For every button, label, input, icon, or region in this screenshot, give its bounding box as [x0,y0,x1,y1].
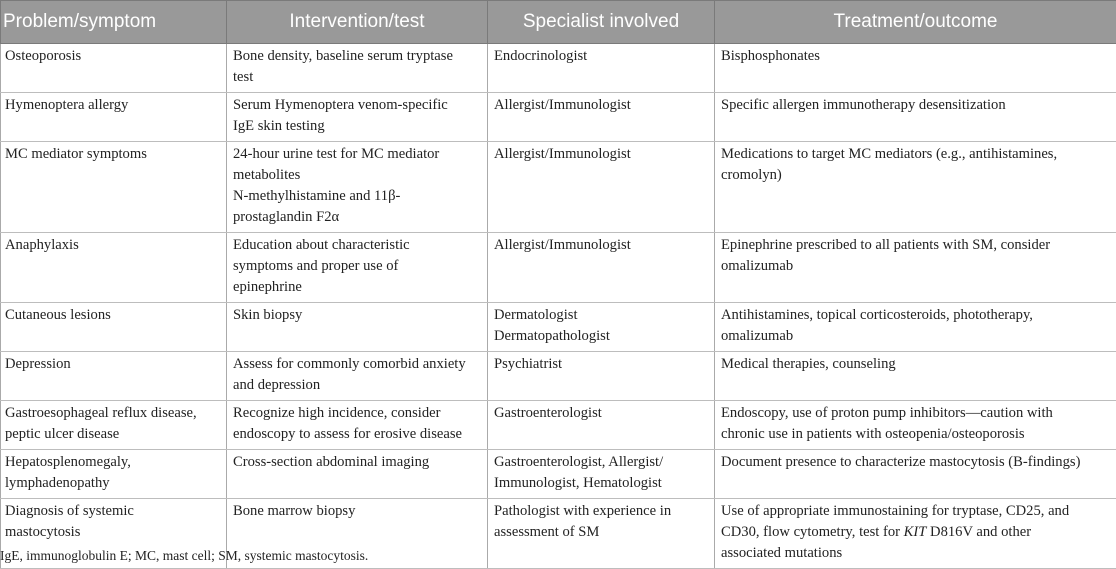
cell-line: Allergist/Immunologist [494,146,631,162]
table-body [1,44,1116,569]
cell-treatment [715,93,1116,142]
cell-intervention [227,352,488,401]
cell-specialist [488,142,715,233]
cell-line: Endoscopy, use of proton pump inhibitors—caution with [721,405,1053,421]
cell-specialist [488,44,715,93]
header-specialist: Specialist involved [488,1,715,44]
cell-line: prostaglandin F2α [233,209,340,225]
cell-line: Dermatopathologist [494,328,610,344]
table-row [1,93,1116,142]
cell-line: IgE skin testing [233,118,325,134]
cell-line: 24-hour urine test for MC mediator [233,146,440,162]
table-row [1,44,1116,93]
cell-intervention [227,450,488,499]
cell-line: Anaphylaxis [5,237,79,253]
cell-line: Assess for commonly comorbid anxiety [233,356,466,372]
cell-specialist [488,352,715,401]
cell-line: Dermatologist [494,307,578,323]
cell-specialist [488,93,715,142]
cell-line: Depression [5,356,71,372]
cell-line: test [233,69,254,85]
header-row [1,1,1116,44]
cell-treatment [715,352,1116,401]
cell-line: Specific allergen immunotherapy desensitization [721,97,1006,113]
cell-line: metabolites [233,167,301,183]
cell-intervention [227,233,488,303]
cell-line: Cross-section abdominal imaging [233,454,430,470]
cell-line: associated mutations [721,545,843,561]
cell-line: endoscopy to assess for erosive disease [233,426,462,442]
table-row [1,352,1116,401]
cell-line: omalizumab [721,328,794,344]
cell-specialist [488,233,715,303]
cell-treatment [715,233,1116,303]
cell-line: Serum Hymenoptera venom-specific [233,97,448,113]
cell-treatment [715,401,1116,450]
cell-problem [1,401,227,450]
cell-line: N-methylhistamine and 11β- [233,188,401,204]
header-intervention: Intervention/test [227,1,488,44]
cell-line: Osteoporosis [5,48,82,64]
cell-line: Allergist/Immunologist [494,97,631,113]
cell-line: assessment of SM [494,524,600,540]
cell-line: peptic ulcer disease [5,426,120,442]
table-row [1,303,1116,352]
table-footnote: IgE, immunoglobulin E; MC, mast cell; SM, systemic mastocytosis. [0,548,369,563]
cell-line: Hymenoptera allergy [5,97,129,113]
cell-line: and depression [233,377,321,393]
cell-treatment [715,44,1116,93]
cell-line: Gastroesophageal reflux disease, [5,405,197,421]
cell-line: Recognize high incidence, consider [233,405,441,421]
cell-treatment [715,450,1116,499]
cell-line: Cutaneous lesions [5,307,111,323]
cell-treatment [715,303,1116,352]
cell-line: lymphadenopathy [5,475,110,491]
table-row [1,233,1116,303]
cell-line: Pathologist with experience in [494,503,672,519]
cell-line: Hepatosplenomegaly, [5,454,131,470]
header-problem: Problem/symptom [1,1,227,44]
cell-line: Bisphosphonates [721,48,820,64]
cell-problem [1,450,227,499]
cell-problem [1,142,227,233]
cell-line: MC mediator symptoms [5,146,147,162]
gene-name: KIT [903,524,927,540]
cell-line: mastocytosis [5,524,81,540]
table-row [1,401,1116,450]
cell-line: omalizumab [721,258,794,274]
cell-line: Medical therapies, counseling [721,356,896,372]
cell-problem [1,44,227,93]
cell-treatment [715,499,1116,569]
table-row [1,450,1116,499]
cell-specialist [488,499,715,569]
table-header [1,1,1116,44]
cell-line: Endocrinologist [494,48,588,64]
cell-specialist [488,401,715,450]
cell-problem [1,233,227,303]
cell-problem [1,93,227,142]
cell-line: Diagnosis of systemic [5,503,134,519]
cell-treatment [715,142,1116,233]
cell-line: Antihistamines, topical corticosteroids, phototherapy, [721,307,1033,323]
cell-line: Epinephrine prescribed to all patients with SM, consider [721,237,1051,253]
table-row [1,142,1116,233]
cell-problem [1,352,227,401]
cell-line: cromolyn) [721,167,782,183]
cell-line: Document presence to characterize mastocytosis (B-findings) [721,454,1081,470]
cell-problem [1,303,227,352]
cell-line: Psychiatrist [494,356,563,372]
cell-specialist [488,303,715,352]
cell-intervention [227,401,488,450]
cell-intervention [227,93,488,142]
header-treatment: Treatment/outcome [715,1,1116,44]
cell-line: CD30, flow cytometry, test for KIT D816V and other [721,524,1032,540]
cell-line: Bone density, baseline serum tryptase [233,48,453,64]
cell-specialist [488,450,715,499]
cell-line: Use of appropriate immunostaining for tryptase, CD25, and [721,503,1070,519]
cell-line: Gastroenterologist [494,405,602,421]
cell-intervention [227,142,488,233]
cell-line: Gastroenterologist, Allergist/ [494,454,664,470]
cell-line: Skin biopsy [233,307,303,323]
cell-line: Allergist/Immunologist [494,237,631,253]
cell-line: Medications to target MC mediators (e.g., antihistamines, [721,146,1058,162]
cell-line: epinephrine [233,279,302,295]
cell-line: Education about characteristic [233,237,410,253]
cell-intervention [227,44,488,93]
cell-line: Immunologist, Hematologist [494,475,662,491]
cell-line: symptoms and proper use of [233,258,399,274]
cell-line: Bone marrow biopsy [233,503,356,519]
cell-intervention [227,303,488,352]
cell-line: chronic use in patients with osteopenia/osteoporosis [721,426,1025,442]
